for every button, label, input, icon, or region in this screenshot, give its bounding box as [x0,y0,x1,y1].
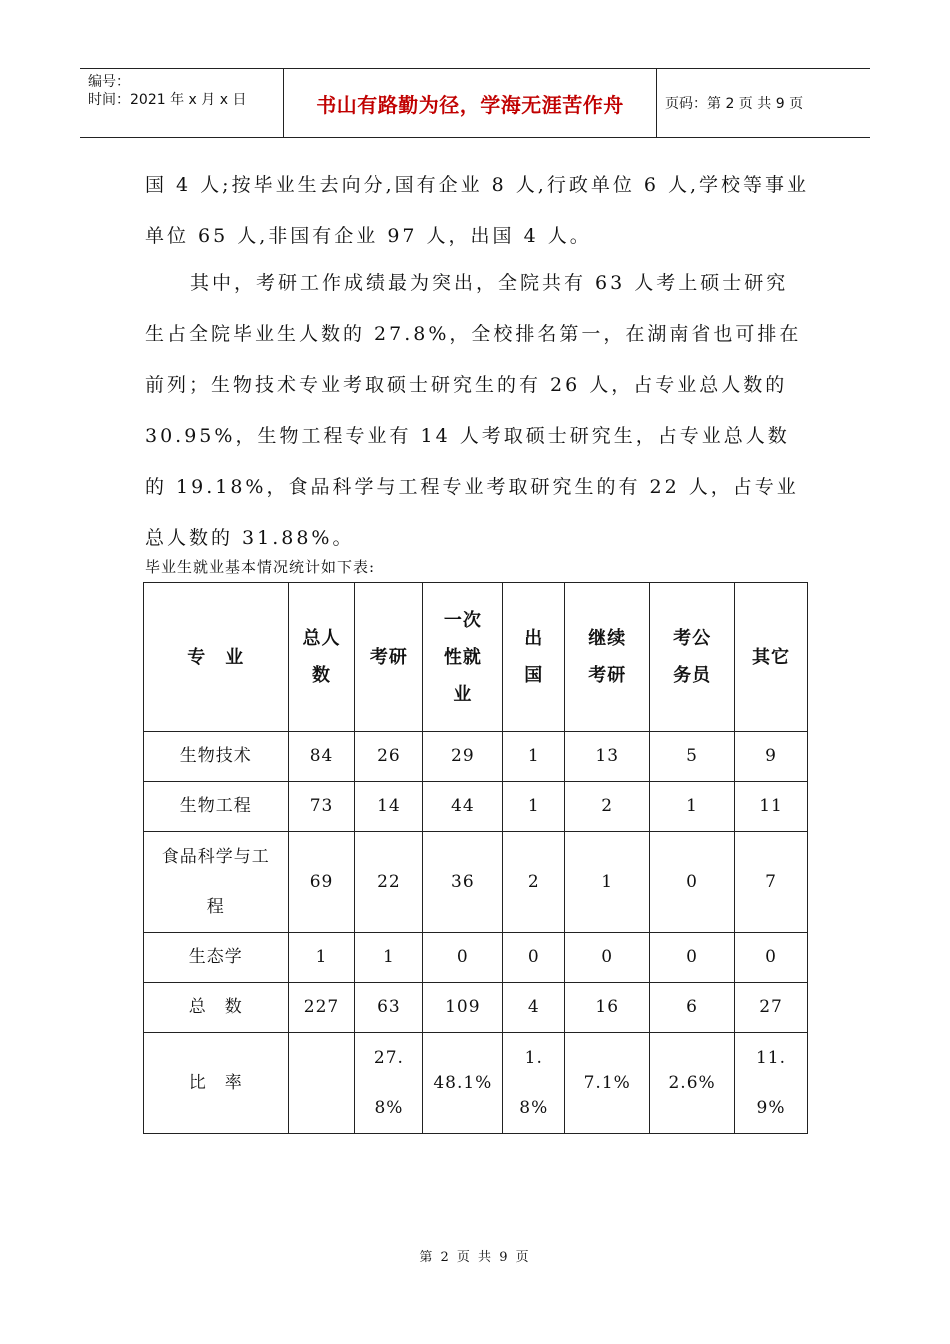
cell-total: 84 [288,732,355,782]
page-footer: 第 2 页 共 9 页 [419,1250,531,1265]
cell-first-employment: 36 [423,832,503,933]
cell-major: 生态学 [144,933,289,983]
header-total: 总人数 [288,583,355,732]
header-continue-postgrad: 继续考研 [565,583,650,732]
cell-postgrad: 14 [355,782,423,832]
table-row [144,732,808,782]
cell-major: 生物工程 [144,782,289,832]
cell-first-employment: 44 [423,782,503,832]
cell-first-employment: 0 [423,933,503,983]
table-row [144,933,808,983]
table-row [144,983,808,1033]
header-other: 其它 [735,583,808,732]
cell-continue-postgrad: 2 [565,782,650,832]
cell-abroad: 4 [503,983,565,1033]
header-major: 专 业 [144,583,289,732]
body-paragraph-2: 其中，考研工作成绩最为突出，全院共有 63 人考上硕士研究生占全院毕业生人数的 27.8%，全校排名第一，在湖南省也可排在前列；生物技术专业考取硕士研究生的有 26 人，占专业总人数的 30.95%，生物工程专业有 14 人考取硕士研究生，占专业总人数的 19.18%，食品科学与工程专业考取研究生的有 22 人，占专业总人数的 31.88%。 [145,272,802,549]
cell-other: 27 [735,983,808,1033]
cell-first-employment: 109 [423,983,503,1033]
cell-postgrad: 22 [355,832,423,933]
header-abroad: 出国 [503,583,565,732]
cell-civil-service: 5 [650,732,735,782]
header-civil-service: 考公务员 [650,583,735,732]
header-first-employment: 一次性就业 [423,583,503,732]
cell-civil-service: 6 [650,983,735,1033]
cell-postgrad: 63 [355,983,423,1033]
cell-continue-postgrad: 16 [565,983,650,1033]
table-row [144,832,808,933]
cell-postgrad: 26 [355,732,423,782]
header-page-code: 页码：第 2 页 共 9 页 [665,96,804,112]
cell-first-employment: 29 [423,732,503,782]
header-meta [80,69,283,137]
page-header [80,68,870,138]
cell-other: 7 [735,832,808,933]
document-number-label: 编号： [88,74,130,90]
header-motto: 书山有路勤为径，学海无涯苦作舟 [283,69,657,137]
table-row [144,1033,808,1134]
cell-postgrad: 27.8% [355,1033,423,1134]
cell-civil-service: 1 [650,782,735,832]
cell-total: 227 [288,983,355,1033]
cell-continue-postgrad: 1 [565,832,650,933]
cell-other: 11 [735,782,808,832]
table-row [144,782,808,832]
cell-abroad: 1.8% [503,1033,565,1134]
cell-abroad: 0 [503,933,565,983]
cell-total [288,1033,355,1134]
cell-continue-postgrad: 0 [565,933,650,983]
cell-continue-postgrad: 13 [565,732,650,782]
cell-major: 生物技术 [144,732,289,782]
cell-major: 总 数 [144,983,289,1033]
employment-statistics-table [143,582,808,1134]
body-paragraph-1: 国 4 人;按毕业生去向分,国有企业 8 人,行政单位 6 人,学校等事业单位 65 人,非国有企业 97 人，出国 4 人。 [145,174,810,247]
document-time-label: 时间：2021 年 x 月 x 日 [88,92,247,108]
cell-civil-service: 2.6% [650,1033,735,1134]
cell-continue-postgrad: 7.1% [565,1033,650,1134]
cell-civil-service: 0 [650,832,735,933]
header-postgrad: 考研 [355,583,423,732]
cell-total: 73 [288,782,355,832]
cell-major: 食品科学与工程 [144,832,289,933]
cell-civil-service: 0 [650,933,735,983]
cell-other: 11.9% [735,1033,808,1134]
cell-abroad: 2 [503,832,565,933]
cell-abroad: 1 [503,782,565,832]
cell-abroad: 1 [503,732,565,782]
cell-major: 比 率 [144,1033,289,1134]
table-caption: 毕业生就业基本情况统计如下表: [145,558,376,576]
cell-first-employment: 48.1% [423,1033,503,1134]
cell-other: 0 [735,933,808,983]
cell-postgrad: 1 [355,933,423,983]
cell-total: 69 [288,832,355,933]
cell-total: 1 [288,933,355,983]
cell-other: 9 [735,732,808,782]
table-header-row [144,583,808,732]
